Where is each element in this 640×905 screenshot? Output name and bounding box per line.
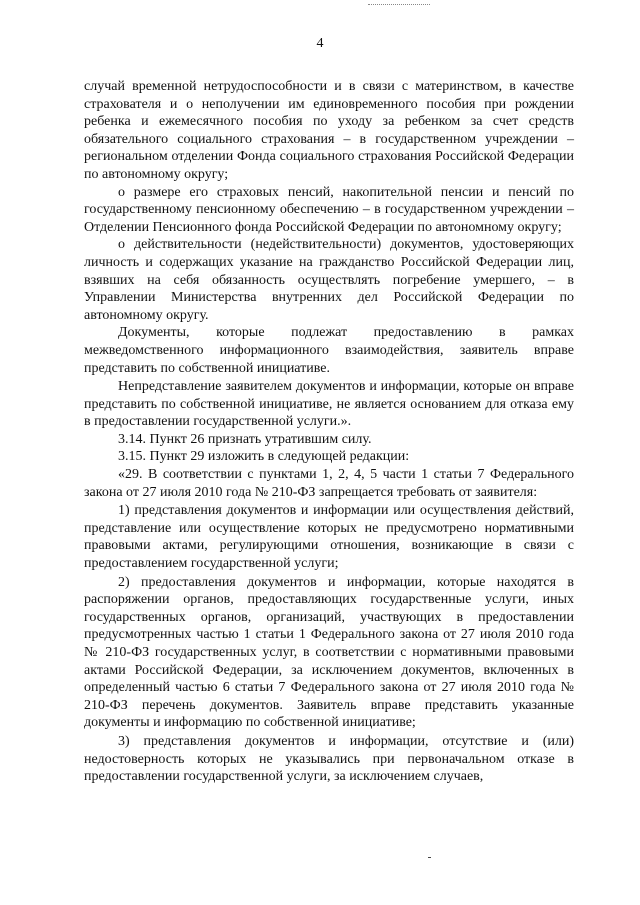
- paragraph: Документы, которые подлежат предоставлению в рамках межведомственного информационного взаимодействия, заявитель вправе представить по собственной инициативе.: [84, 325, 574, 376]
- scan-artifact: [368, 0, 430, 5]
- list-item: 1) представления документов и информации или осуществления действий, представление или осуществление которых не предусмотрено нормативными правовыми актами, регулирующими отношения, возникающие в связи с предоставлением государственной услуги;: [84, 503, 574, 572]
- list-item: 3) представления документов и информации, отсутствие и (или) недостоверность которых не указывались при первоначальном отказе в предоставлении государственной услуги, за исключением случаев,: [84, 733, 574, 785]
- paragraph: 3.15. Пункт 29 изложить в следующей редакции:: [118, 449, 410, 465]
- paragraph: Непредставление заявителем документов и информации, которые он вправе представить по собственной инициативе, не является основанием для отказа ему в предоставлении государственной услуги.».: [84, 379, 574, 430]
- paragraph: случай временной нетрудоспособности и в связи с материнством, в качестве страхователя и о неполучении им единовременного пособия при рождении ребенка и ежемесячного пособия по уходу за ребенком за счет средств обязательного социального страхования – в государственном учреждении – региональном отделении Фонда социального страхования Российской Федерации по автономному округу;: [84, 79, 574, 182]
- list-item: 2) предоставления документов и информации, которые находятся в распоряжении органов, предоставляющих государственные услуги, иных государственных органов, организаций, участвующих в предоставлении предусмотренных частью 1 статьи 1 Федерального закона от 27 июля 2010 года № 210-ФЗ государственных услуг, в соответствии с нормативными правовыми актами Российской Федерации, за исключением документов, включенных в определенный частью 6 статьи 7 Федерального закона от 27 июля 2010 года № 210-ФЗ перечень документов. Заявитель вправе представить указанные документы и информацию по собственной инициативе;: [84, 574, 574, 731]
- page-number: 4: [316, 36, 324, 51]
- paragraph: о размере его страховых пенсий, накопительной пенсии и пенсий по государственному пенсионному обеспечению – в государственном учреждении – Отделении Пенсионного фонда Российской Федерации по автономному округу;: [84, 184, 574, 235]
- document-body: [84, 78, 574, 786]
- paragraph: о действительности (недействительности) документов, удостоверяющих личность и содержащих указание на гражданство Российской Федерации лиц, взявших на себя обязанность осуществлять погребение умершего, – в Управлении Министерства внутренних дел Российской Федерации по автономному округу.: [84, 237, 574, 323]
- paragraph: 3.14. Пункт 26 признать утратившим силу.: [118, 431, 372, 447]
- scan-speck: [428, 857, 431, 858]
- paragraph: «29. В соответствии с пунктами 1, 2, 4, 5 части 1 статьи 7 Федерального закона от 27 июля 2010 года № 210-ФЗ запрещается требовать от заявителя:: [84, 467, 574, 500]
